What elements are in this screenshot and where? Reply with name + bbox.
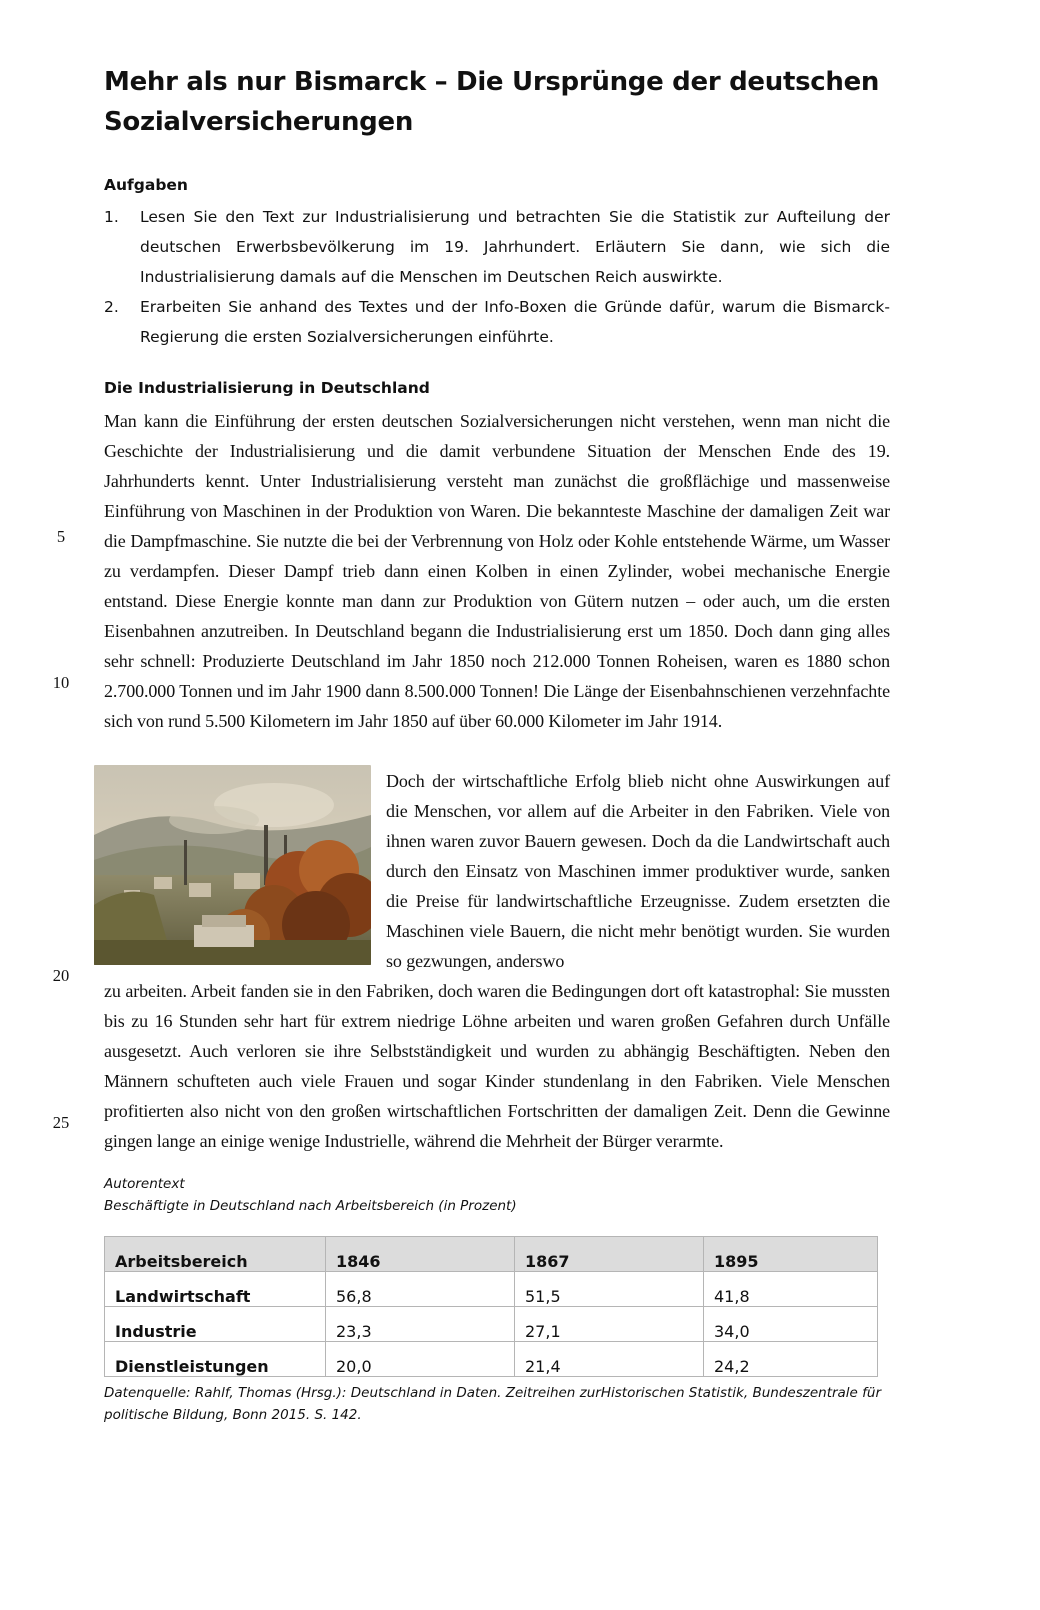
column-header: Arbeitsbereich <box>105 1237 326 1272</box>
line-number: 5 <box>56 527 66 546</box>
table-cell: 21,4 <box>515 1342 704 1377</box>
task-list <box>104 202 890 352</box>
table-row <box>105 1307 878 1342</box>
author-note: Autorentext <box>104 1176 185 1192</box>
table-cell: 20,0 <box>326 1342 515 1377</box>
table-cell: 51,5 <box>515 1272 704 1307</box>
table-cell: 34,0 <box>704 1307 878 1342</box>
paragraph-industrialization: Man kann die Einführung der ersten deutschen Sozialversicherungen nicht verstehen, wenn man nicht die Geschichte der Industrialisierung und die damit verbundene Situation der Menschen Ende des 19. Jahrhunderts kennt. Unter Industrialisierung versteht man zunächst die großflächige und massenweise Einführung von Maschinen in der Produktion von Waren. Die bekannteste Maschine der damaligen Zeit war die Dampfmaschine. Sie nutzte die bei der Verbrennung von Holz oder Kohle entstehende Wärme, um Wasser zu verdampfen. Dieser Dampf trieb dann einen Kolben in einen Zylinder, wobei mechanische Energie entstand. Diese Energie konnte man dann zur Produktion von Gütern nutzen – oder auch, um die ersten Eisenbahnen anzutreiben. In Deutschland begann die Industrialisierung erst um 1850. Doch dann ging alles sehr schnell: Produzierte Deutschland im Jahr 1850 noch 212.000 Tonnen Roheisen, waren es 1880 schon 2.700.000 Tonnen und im Jahr 1900 dann 8.500.000 Tonnen! Die Länge der Eisenbahnschienen verzehnfachte sich von rund 5.500 Kilometern im Jahr 1850 auf über 60.000 Kilometer im Jahr 1914. <box>104 411 890 731</box>
table-cell: 23,3 <box>326 1307 515 1342</box>
line-number: 25 <box>52 1113 70 1132</box>
row-label: Dienstleistungen <box>105 1342 326 1377</box>
table-row <box>105 1272 878 1307</box>
employment-table <box>104 1236 878 1377</box>
task-text: Erarbeiten Sie anhand des Textes und der Info-Boxen die Gründe dafür, warum die Bismarck-Regierung die ersten Sozialversicherungen einführte. <box>140 298 890 346</box>
column-header: 1895 <box>704 1237 878 1272</box>
line-number: 10 <box>52 673 70 692</box>
table-cell: 27,1 <box>515 1307 704 1342</box>
data-source: Datenquelle: Rahlf, Thomas (Hrsg.): Deutschland in Daten. Zeitreihen zurHistorischen Statistik, Bundeszentrale für politische Bildung, Bonn 2015. S. 142. <box>104 1385 882 1423</box>
task-number: 2. <box>104 298 119 316</box>
task-item <box>104 292 890 352</box>
paragraph-consequences-continued: zu arbeiten. Arbeit fanden sie in den Fabriken, doch waren die Bedingungen dort oft katastrophal: Sie mussten bis zu 16 Stunden sehr hart für extrem niedrige Löhne arbeiten und waren großen Gefahren durch Unfälle ausgesetzt. Auch verloren sie ihre Selbstständigkeit und wurden zu abhängig Beschäftigten. Neben den Männern schufteten auch viele Frauen und sogar Kinder stundenlang in den Fabriken. Viele Menschen profitierten also nicht von den großen wirtschaftlichen Fortschritten der damaligen Zeit. Denn die Gewinne gingen lange an einige wenige Industrielle, während die Mehrheit der Bürger verarmte. <box>104 981 890 1151</box>
table-cell: 56,8 <box>326 1272 515 1307</box>
table-row <box>105 1342 878 1377</box>
row-label: Industrie <box>105 1307 326 1342</box>
paragraph-consequences: Doch der wirtschaftliche Erfolg blieb nicht ohne Auswirkungen auf die Menschen, vor allem auf die Arbeiter in den Fabriken. Viele von ihnen waren zuvor Bauern gewesen. Doch da die Landwirtschaft auch durch den Einsatz von Maschinen immer produktiver wurde, sanken die Preise für landwirtschaftliche Erzeugnisse. Zudem ersetzten die Maschinen viele Bauern, die nicht mehr benötigt wurden. Sie wurden so gezwungen, anderswo <box>386 771 890 971</box>
industrial-landscape-painting <box>94 765 371 965</box>
tasks-heading: Aufgaben <box>104 176 188 194</box>
line-number: 20 <box>52 966 70 985</box>
table-cell: 24,2 <box>704 1342 878 1377</box>
task-number: 1. <box>104 208 119 226</box>
table-header-row <box>105 1237 878 1272</box>
task-text: Lesen Sie den Text zur Industrialisierung und betrachten Sie die Statistik zur Aufteilung der deutschen Erwerbsbevölkerung im 19. Jahrhundert. Erläutern Sie dann, wie sich die Industrialisierung damals auf die Menschen im Deutschen Reich auswirkte. <box>140 208 890 286</box>
table-cell: 41,8 <box>704 1272 878 1307</box>
column-header: 1867 <box>515 1237 704 1272</box>
row-label: Landwirtschaft <box>105 1272 326 1307</box>
table-caption: Beschäftigte in Deutschland nach Arbeitsbereich (in Prozent) <box>104 1198 517 1214</box>
task-item <box>104 202 890 292</box>
column-header: 1846 <box>326 1237 515 1272</box>
page-title: Mehr als nur Bismarck – Die Ursprünge der deutschen Sozialversicherungen <box>104 67 880 137</box>
section-heading: Die Industrialisierung in Deutschland <box>104 379 430 397</box>
